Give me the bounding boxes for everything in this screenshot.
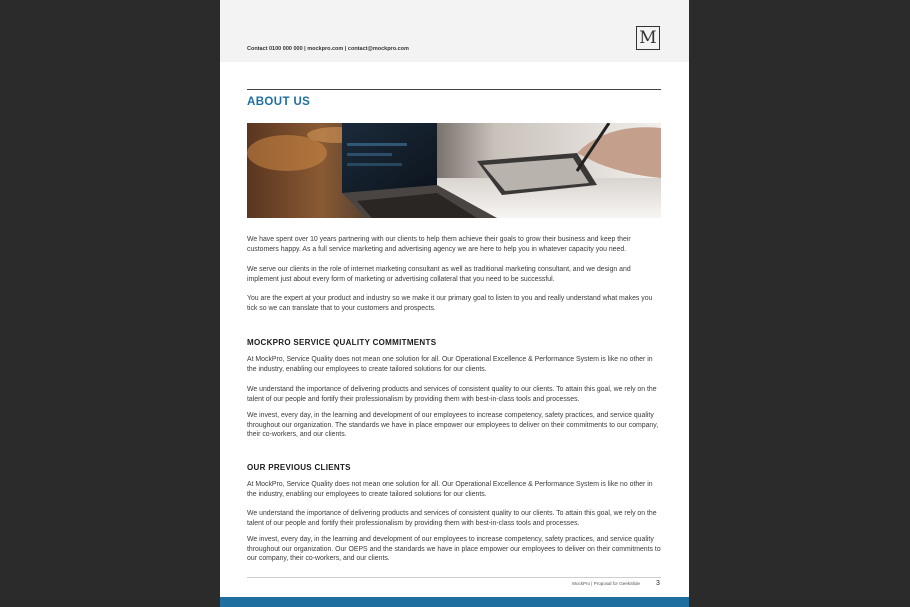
document-page — [220, 0, 689, 607]
quality-paragraph: We understand the importance of delivering products and services of consistent quality to our clients. To attain this goal, we rely on the talent of our people and fortify their professionalism by providing them with best-in-class tools and processes. — [247, 386, 657, 403]
contact-line: Contact 0100 000 000 | mockpro.com | contact@mockpro.com — [247, 46, 409, 52]
title-divider — [247, 89, 661, 90]
clients-paragraph: We invest, every day, in the learning and development of our employees to increase competency, safety practices, and service quality throughout our organization. Our OEPS and the standards we have in place empower our employees to deliver on their commitments to our company, their co-workers, and our clients. — [247, 536, 661, 562]
page-number: 3 — [656, 580, 660, 587]
brand-logo: M — [636, 26, 660, 50]
footer-divider — [247, 577, 661, 578]
about-paragraph: We serve our clients in the role of internet marketing consultant as well as traditional marketing consultant, and we design and implement just about every form of marketing or advertising collateral that you need to be successful. — [247, 266, 631, 283]
clients-paragraph: We understand the importance of delivering products and services of consistent quality to our clients. To attain this goal, we rely on the talent of our people and fortify their professionalism by providing them with best-in-class tools and processes. — [247, 510, 657, 527]
about-paragraph: We have spent over 10 years partnering with our clients to help them achieve their goals to grow their business and keep their customers happy. As a full service marketing and advertising agency we are here to help you in whatever capacity you need. — [247, 236, 631, 253]
hero-photo-laptop-tablet — [247, 123, 661, 218]
quality-title: MOCKPRO SERVICE QUALITY COMMITMENTS — [247, 338, 437, 347]
about-title: ABOUT US — [247, 96, 311, 108]
clients-paragraph: At MockPro, Service Quality does not mean one solution for all. Our Operational Excellence & Performance System is like no other in the industry, enabling our employees to create tailored solutions for our clients. — [247, 481, 653, 498]
clients-title: OUR PREVIOUS CLIENTS — [247, 463, 351, 472]
footer-label: MockPro | Proposal for GeekSlide — [572, 581, 640, 586]
page-header — [220, 0, 689, 62]
quality-paragraph: We invest, every day, in the learning and development of our employees to increase competency, safety practices, and service quality throughout our organization. The standards we have in place empower our employees to deliver on their commitments to our company, their co-workers, and our clients. — [247, 412, 659, 438]
about-paragraph: You are the expert at your product and industry so we make it our primary goal to listen to you and really understand what makes you tick so we can translate that to your customers and prospects. — [247, 295, 653, 312]
quality-paragraph: At MockPro, Service Quality does not mean one solution for all. Our Operational Excellence & Performance System is like no other in the industry, enabling our employees to create tailored solutions for our clients. — [247, 356, 653, 373]
footer-accent-band — [220, 597, 689, 607]
